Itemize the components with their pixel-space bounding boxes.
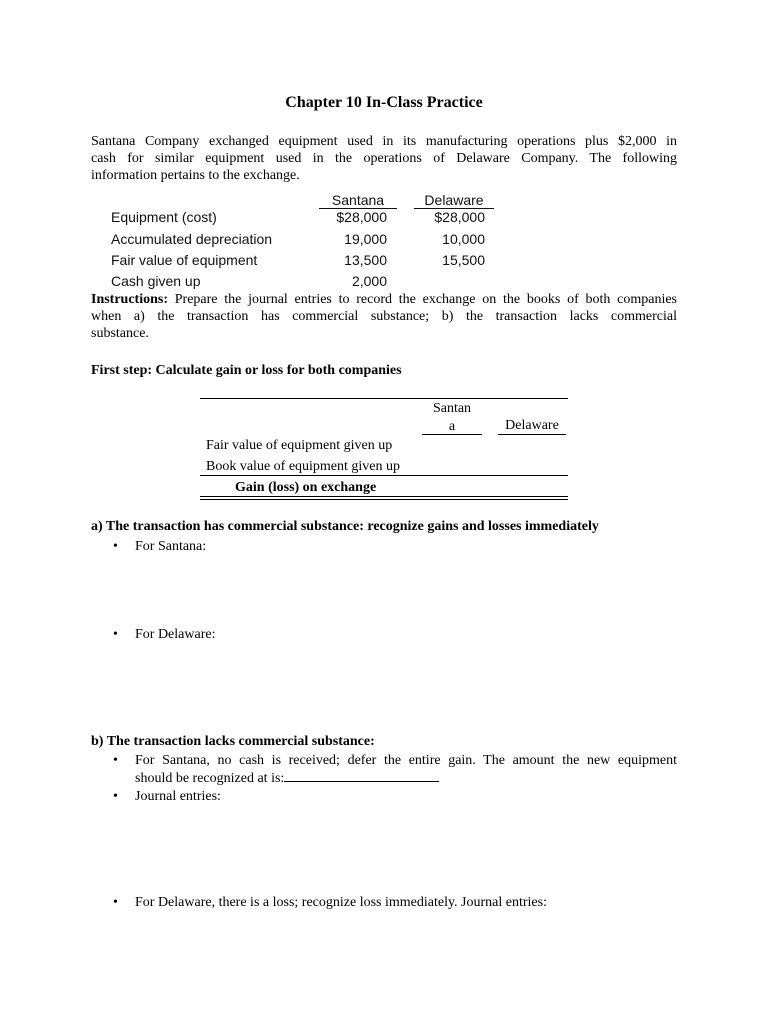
delaware-column-header: Delaware [414, 192, 494, 209]
page-title: Chapter 10 In-Class Practice [285, 94, 483, 111]
row-label-accumulated-depreciation: Accumulated depreciation [111, 231, 273, 247]
santana-cash-given-up: 2,000 [351, 273, 387, 289]
delaware-accumulated-depreciation: 10,000 [442, 231, 485, 247]
table-top-rule [200, 398, 568, 399]
santana-header-part-1: Santan [432, 401, 472, 416]
bullet-text: Journal entries: [135, 789, 221, 804]
row-label-cash-given-up: Cash given up [111, 273, 201, 289]
row-book-value-given-up: Book value of equipment given up [206, 459, 401, 474]
bullet-text-line-1: For Santana, no cash is received; defer the entire gain. The amount the new equipment [135, 753, 677, 768]
santana-header-part-2: a [448, 419, 456, 434]
santana-equipment-cost: $28,000 [336, 209, 387, 225]
row-label-fair-value: Fair value of equipment [111, 252, 258, 268]
instructions-paragraph [91, 291, 677, 342]
answer-blank[interactable] [284, 769, 439, 782]
instructions-label: Instructions: [91, 292, 169, 307]
exchange-info-table [108, 191, 508, 291]
intro-line-2: cash for similar equipment used in the operations of Delaware Company. The following [91, 151, 677, 166]
delaware-fair-value: 15,500 [442, 252, 485, 268]
bullet-text: For Delaware: [135, 627, 216, 642]
first-step-heading: First step: Calculate gain or loss for both companies [91, 363, 402, 378]
intro-paragraph [91, 133, 677, 184]
bullet-text: For Delaware, there is a loss; recognize loss immediately. Journal entries: [135, 895, 547, 910]
santana-header-rule [422, 434, 482, 435]
santana-column-header: Santana [319, 192, 397, 209]
instructions-line-2: when a) the transaction has commercial substance; b) the transaction lacks commercial [91, 309, 677, 324]
santana-accumulated-depreciation: 19,000 [344, 231, 387, 247]
table-double-rule-bottom [200, 499, 568, 500]
delaware-header-rule [498, 434, 566, 435]
delaware-equipment-cost: $28,000 [434, 209, 485, 225]
bullet-icon: • [113, 627, 118, 642]
bullet-icon: • [113, 789, 118, 804]
section-b-heading: b) The transaction lacks commercial substance: [91, 734, 375, 749]
bullet-icon: • [113, 895, 118, 910]
bullet-icon: • [113, 753, 118, 768]
table-subtotal-rule [200, 475, 568, 476]
table-double-rule-top [200, 496, 568, 497]
bullet-icon: • [113, 539, 118, 554]
instructions-line-3: substance. [91, 326, 149, 341]
row-fair-value-given-up: Fair value of equipment given up [206, 438, 393, 453]
intro-line-1: Santana Company exchanged equipment used in its manufacturing operations plus $2,000 in [91, 134, 677, 149]
intro-line-3: information pertains to the exchange. [91, 168, 300, 183]
instructions-line-1 [91, 291, 677, 308]
row-gain-loss: Gain (loss) on exchange [235, 480, 377, 495]
gain-loss-table [200, 398, 568, 502]
santana-fair-value: 13,500 [344, 252, 387, 268]
bullet-text-santana [135, 752, 677, 787]
row-label-equipment-cost: Equipment (cost) [111, 209, 217, 225]
bullet-text-line-2 [135, 769, 677, 787]
recognized-amount-label: should be recognized at is: [135, 771, 285, 786]
bullet-text: For Santana: [135, 539, 207, 554]
section-a-heading: a) The transaction has commercial substance: recognize gains and losses immediately [91, 519, 599, 534]
santana-header [422, 400, 482, 436]
instructions-text-1: Prepare the journal entries to record the exchange on the books of both companies [168, 292, 677, 307]
section-b-bullet-santana [113, 752, 677, 788]
delaware-header: Delaware [505, 418, 559, 433]
